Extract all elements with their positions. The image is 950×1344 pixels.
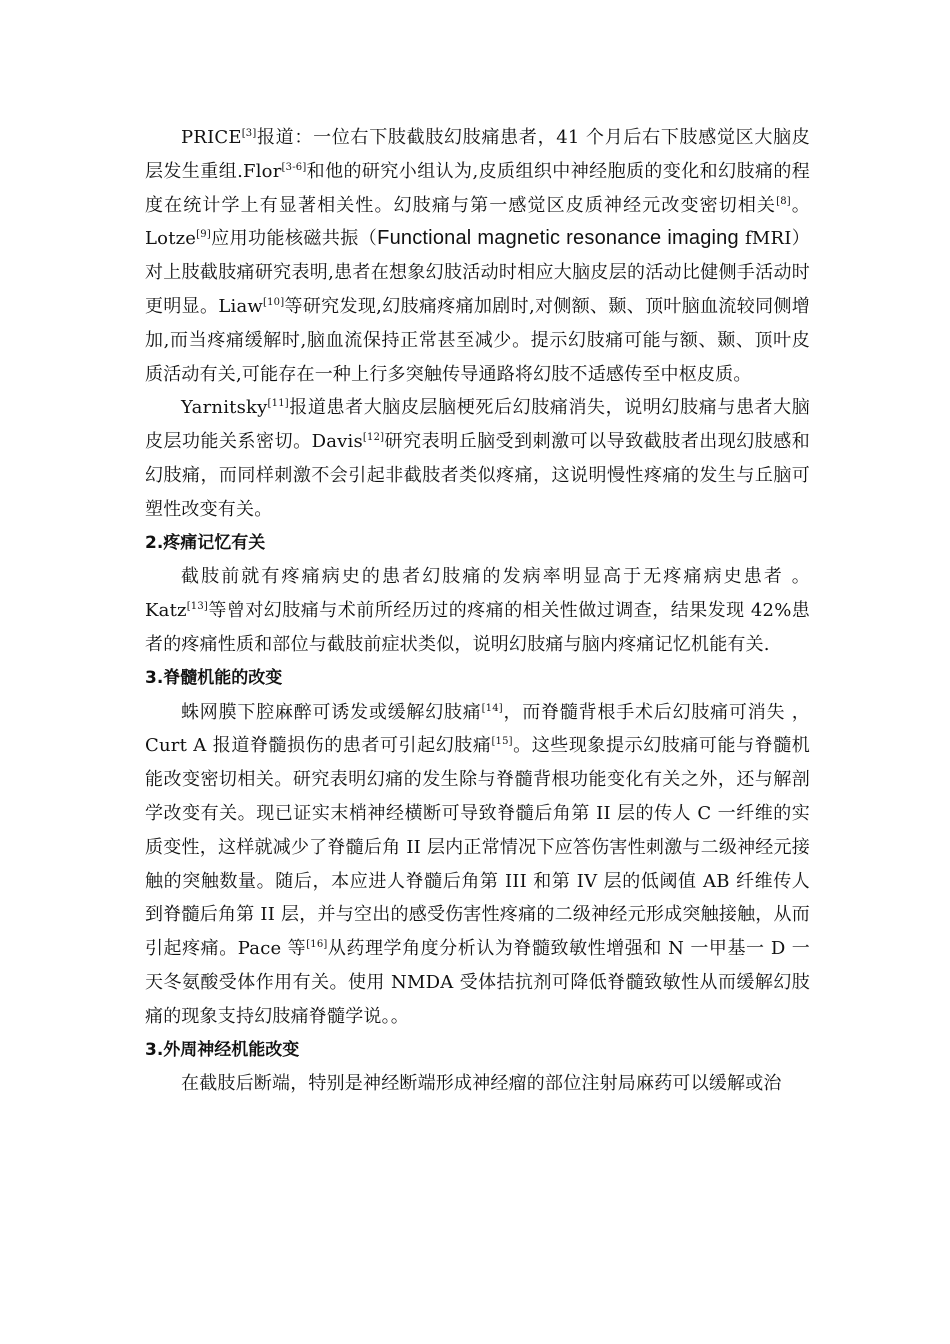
text-run: 报道患者大脑皮层脑梗死后幻肢痛消失，说明幻肢痛与患者大脑皮层功能关系密切。Davis [145,397,810,453]
text-run: 。这些现象提示幻肢痛可能与脊髓机能改变密切相关。研究表明幻痛的发生除与脊髓背根功能变化有关之外，还与解剖学改变有关。现已证实末梢神经横断可导致脊髓后角第 II 层的传人 C 一纤维的实质变性，这样就减少了脊髓后角 II 层内正常情况下应答伤害性刺激与二级神经元接触的突触数量。随后，本应进人脊髓后角第 III 和第 IV 层的低阈值 AB 纤维传人到脊髓后角第 II 层，并与空出的感受伤害性疼痛的二级神经元形成突触接触，从而引起疼痛。Pace 等 [145,735,811,960]
text-run: Yarnitsky [181,397,268,419]
body-paragraph [145,121,810,391]
body-paragraph [145,1067,810,1101]
text-run: 等曾对幻肢痛与术前所经历过的疼痛的相关性做过调查，结果发现 42%患者的疼痛性质和部位与截肢前症状类似，说明幻肢痛与脑内疼痛记忆机能有关. [145,600,810,655]
text-run: 研究表明丘脑受到刺激可以导致截肢者出现幻肢感和幻肢痛，而同样刺激不会引起非截肢者类似疼痛，这说明慢性疼痛的发生与丘脑可塑性改变有关。 [145,431,810,520]
section-heading: 2.疼痛记忆有关 [145,532,266,553]
body-paragraph [145,560,810,661]
text-run: 。Lotze [145,194,810,250]
body-paragraph [145,391,810,526]
citation-ref: [3] [241,128,257,139]
citation-ref: [9] [196,229,211,241]
text-run: 截肢前就有疼痛病史的患者幻肢痛的发病率明显高于无疼痛病史患者 。Katz [145,566,810,622]
citation-ref: [3-6] [281,161,307,173]
document-body [145,121,810,1101]
section-heading: 3.脊髓机能的改变 [145,667,283,688]
text-run: fMRI）对上肢截肢痛研究表明,患者在想象幻肢活动时相应大脑皮层的活动比健侧手活动时更明显。Liaw [145,228,810,317]
text-run: 从药理学角度分析认为脊髓致敏性增强和 N 一甲基一 D 一天冬氨酸受体作用有关。使用 NMDA 受体拮抗剂可降低脊髓致敏性从而缓解幻肢痛的现象支持幻肢痛脊髓学说。。 [145,938,810,1027]
citation-ref: [16] [306,939,328,951]
text-run: 蛛网膜下腔麻醉可诱发或缓解幻肢痛 [181,701,482,723]
text-run: 应用功能核磁共振（ [210,228,378,250]
citation-ref: [12] [362,432,385,444]
section-heading: 3.外周神经机能改变 [145,1039,300,1060]
text-run: 和他的研究小组认为,皮质组织中神经胞质的变化和幻肢痛的程度在统计学上有显著相关性。幻肢痛与第一感觉区皮质神经元改变密切相关 [145,160,810,216]
text-run: 报道：一位右下肢截肢幻肢痛患者，41 个月后右下肢感觉区大脑皮层发生重组.Flor [145,127,810,182]
citation-ref: [13] [186,601,209,613]
citation-ref: [14] [481,702,503,714]
text-run: 等研究发现,幻肢痛疼痛加剧时,对侧额、颞、顶叶脑血流较同侧增加,而当疼痛缓解时,脑血流保持正常甚至减少。提示幻肢痛可能与额、颞、顶叶皮质活动有关,可能存在一种上行多突触传导通路将幻肢不适感传至中枢皮质。 [145,295,810,385]
english-term: Functional magnetic resonance imaging [377,227,739,250]
citation-ref: [10] [263,296,285,308]
citation-ref: [11] [267,398,289,410]
text-run: 在截肢后断端，特别是神经断端形成神经瘤的部位注射局麻药可以缓解或治 [181,1073,782,1095]
citation-ref: [8] [776,195,791,207]
body-paragraph [145,696,810,1034]
citation-ref: [15] [491,736,513,748]
text-run: PRICE [181,127,242,148]
text-run: ，而脊髓背根手术后幻肢痛可消失 ，Curt A 报道脊髓损伤的患者可引起幻肢痛 [145,701,810,757]
